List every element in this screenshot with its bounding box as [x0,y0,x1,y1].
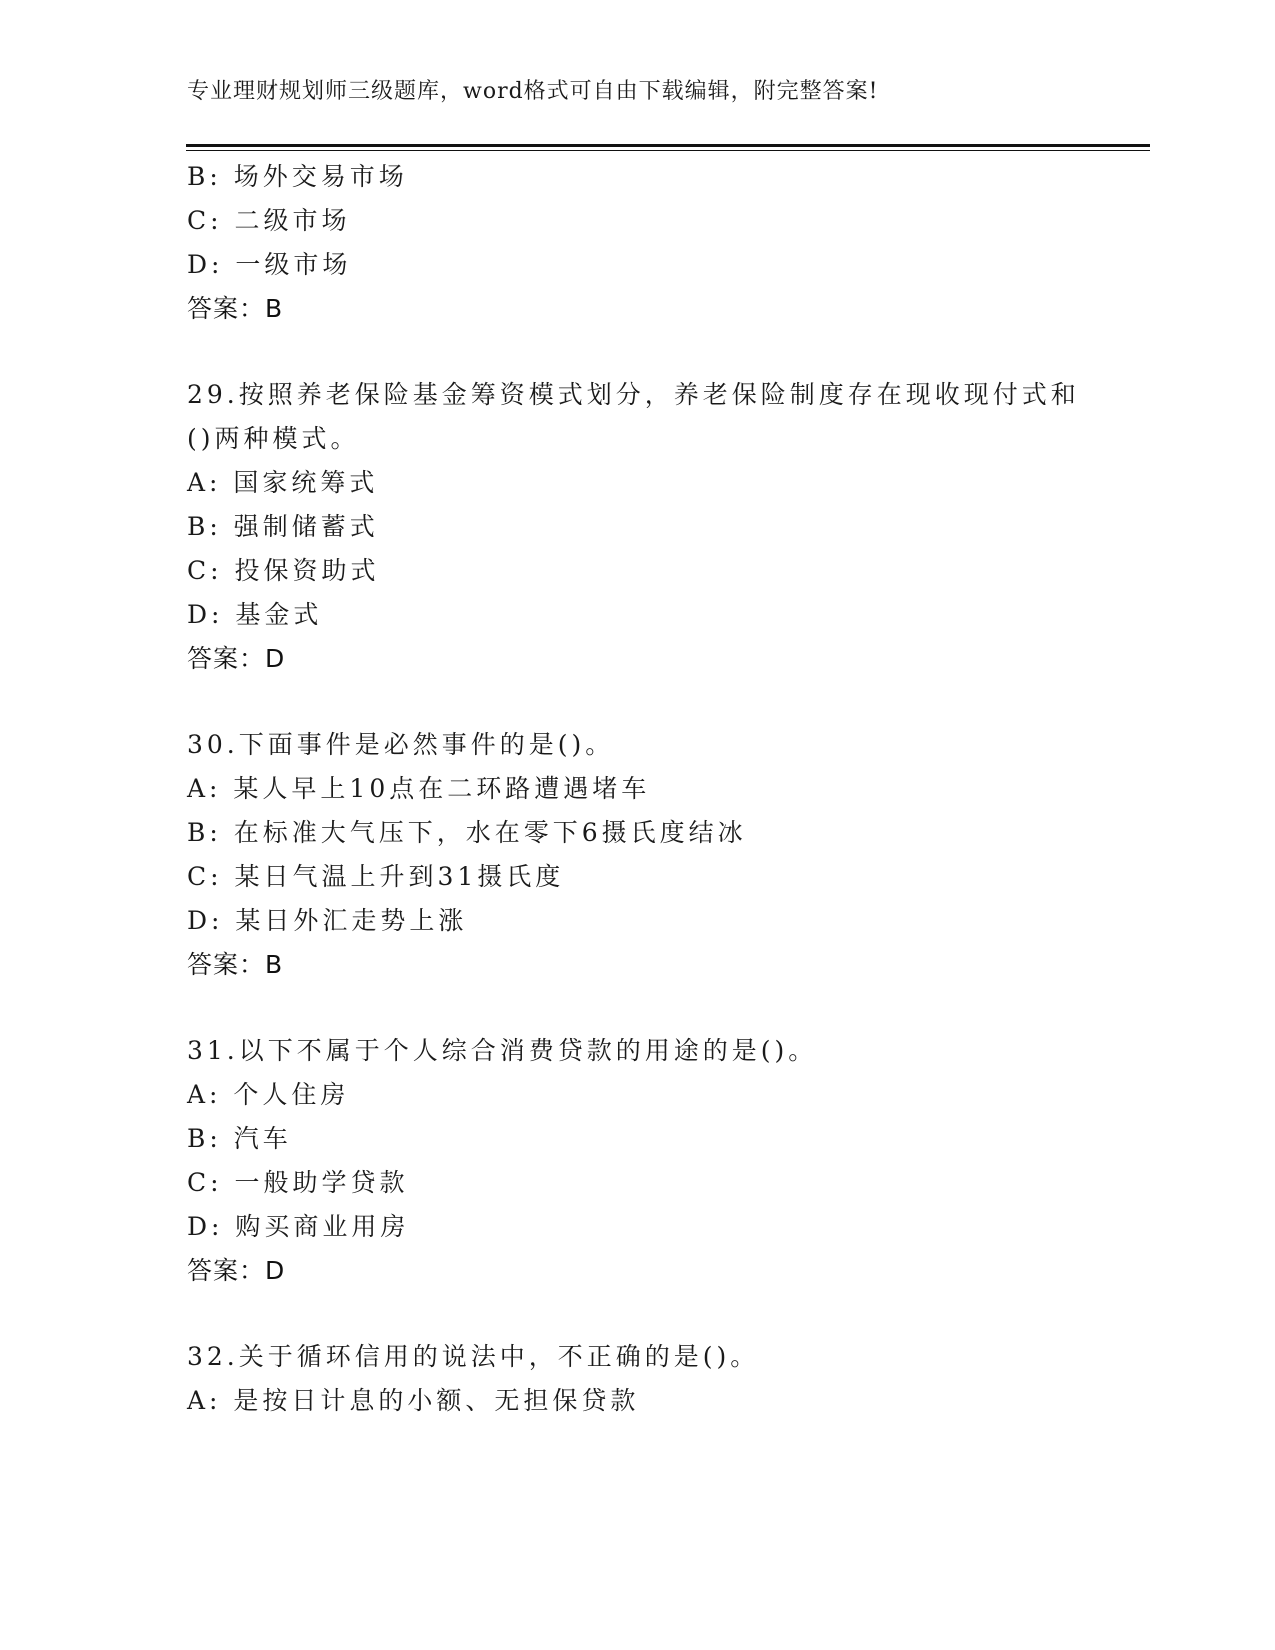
answer-line: 答案：B [187,950,284,979]
option-line: B: 汽车 [187,1124,292,1153]
question-line: 30.下面事件是必然事件的是()。 [187,730,615,759]
option-line: A: 个人住房 [187,1080,350,1109]
question-line: 32.关于循环信用的说法中，不正确的是()。 [187,1342,760,1371]
option-line: C: 一般助学贷款 [187,1168,409,1197]
option-line: B: 场外交易市场 [187,162,408,191]
option-line: C: 某日气温上升到31摄氏度 [187,862,565,891]
option-line: C: 二级市场 [187,206,351,235]
page-header: 专业理财规划师三级题库，word格式可自由下载编辑，附完整答案! [187,79,879,104]
header-divider-thick [186,144,1150,147]
option-line: A: 国家统筹式 [187,468,379,497]
option-line: D: 购买商业用房 [187,1212,410,1241]
question-line: ()两种模式。 [187,424,360,453]
option-line: B: 在标准大气压下，水在零下6摄氏度结冰 [187,818,747,847]
answer-line: 答案：D [187,1256,286,1285]
answer-line: 答案：B [187,294,284,323]
option-line: C: 投保资助式 [187,556,380,585]
option-line: A: 是按日计息的小额、无担保贷款 [187,1386,640,1415]
option-line: D: 基金式 [187,600,323,629]
option-line: D: 一级市场 [187,250,352,279]
option-line: A: 某人早上10点在二环路遭遇堵车 [187,774,651,803]
header-divider-thin [186,150,1150,151]
option-line: B: 强制储蓄式 [187,512,379,541]
answer-line: 答案：D [187,644,286,673]
option-line: D: 某日外汇走势上涨 [187,906,468,935]
question-line: 29.按照养老保险基金筹资模式划分，养老保险制度存在现收现付式和 [187,380,1080,409]
question-line: 31.以下不属于个人综合消费贷款的用途的是()。 [187,1036,818,1065]
